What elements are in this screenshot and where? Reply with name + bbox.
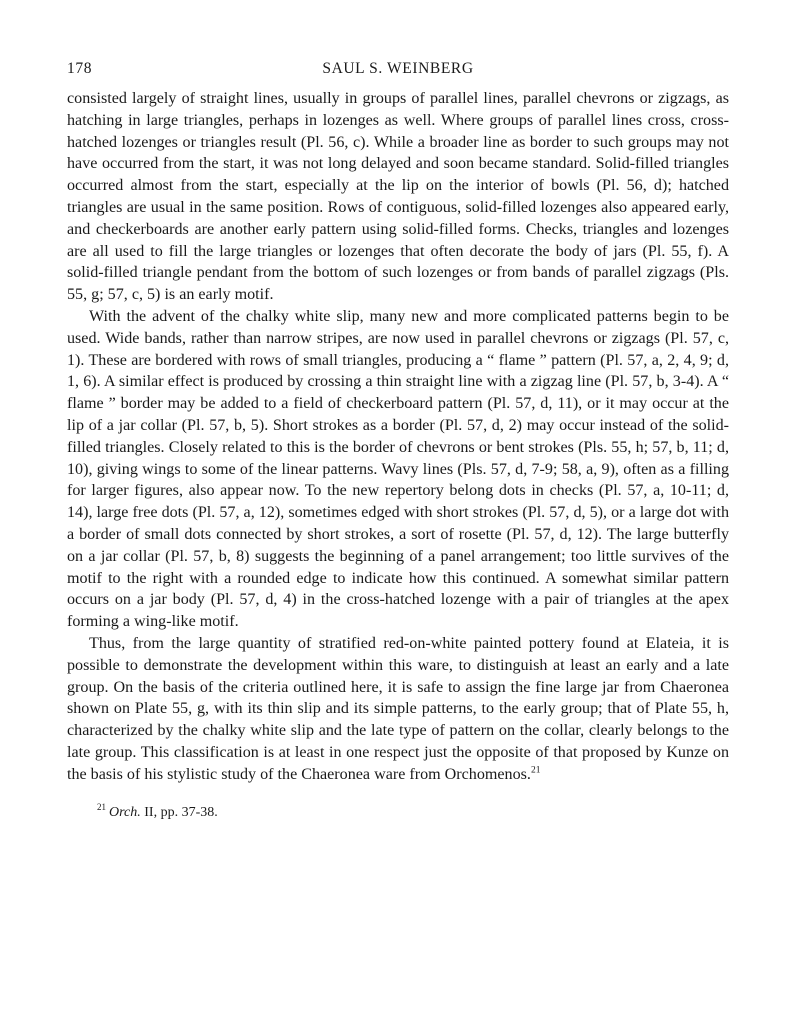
footnote-work: Orch. — [109, 804, 141, 820]
running-head — [67, 56, 729, 82]
running-title: SAUL S. WEINBERG — [322, 60, 474, 77]
paragraph-conclusion — [67, 633, 729, 786]
footnote-text: II, pp. 37-38. — [140, 804, 218, 820]
page-number: 178 — [67, 60, 93, 77]
footnote-reference: 21 — [530, 765, 541, 776]
body-text — [67, 88, 729, 786]
paragraph-conclusion-text: Thus, from the large quantity of stratified red-on-white painted pottery found at Elateia, it is possible to demonstrate the development within this ware, to distinguish at least an early and a late group. On the basis of the criteria outlined here, it is safe to assign the fine large jar from Chaeronea shown on Plate 55, g, with its thin slip and its simple patterns, to the early group; that of Plate 55, h, characterized by the chalky white slip and the late type of pattern on the collar, clearly belongs to the late group. This classification is at least in one respect just the opposite of that proposed by Kunze on the basis of his stylistic study of the Chaeronea ware from Orchomenos. — [67, 634, 729, 783]
document-page — [67, 56, 729, 822]
paragraph-continued: consisted largely of straight lines, usually in groups of parallel lines, parallel chevrons or zigzags, as hatching in large triangles, perhaps in lozenges as well. Where groups of parallel lines cross, cross-hatched lozenges or triangles result (Pl. 56, c). While a broader line as border to such groups may not have occurred from the start, it was not long delayed and soon became standard. Solid-filled triangles occurred almost from the start, especially at the lip on the interior of bowls (Pl. 56, d); hatched triangles are usual in the same position. Rows of contiguous, solid-filled lozenges also appeared early, and checkerboards are another early pattern using solid-filled forms. Checks, triangles and lozenges are all used to fill the large triangles or lozenges that often decorate the body of jars (Pl. 55, f). A solid-filled triangle pendant from the bottom of such lozenges or from bands of parallel zigzags (Pls. 55, g; 57, c, 5) is an early motif. — [67, 90, 729, 304]
paragraph-chalky-slip: With the advent of the chalky white slip, many new and more complicated patterns begin to be used. Wide bands, rather than narrow stripes, are now used in parallel chevrons or zigzags (Pl. 57, c, 1). These are bordered with rows of small triangles, producing a “ flame ” pattern (Pl. 57, a, 2, 4, 9; d, 1, 6). A similar effect is produced by crossing a thin straight line with a zigzag line (Pl. 57, b, 3-4). A “ flame ” border may be added to a field of checkerboard pattern (Pl. 57, d, 11), or it may occur at the lip of a jar collar (Pl. 57, b, 5). Short strokes as a border (Pl. 57, d, 2) may occur instead of the solid-filled triangles. Closely related to this is the border of chevrons or bent strokes (Pls. 55, h; 57, b, 11; d, 10), giving wings to some of the linear patterns. Wavy lines (Pls. 57, d, 7-9; 58, a, 9), often as a filling for larger figures, also appear now. To the new repertory belong dots in checks (Pl. 57, a, 10-11; d, 14), large free dots (Pl. 57, a, 12), sometimes edged with short strokes (Pl. 57, d, 5), or a large dot with a border of small dots connected by short strokes, a sort of rosette (Pl. 57, d, 12). The large butterfly on a jar collar (Pl. 57, b, 8) suggests the beginning of a panel arrangement; too little survives of the motif to the right with a rounded edge to indicate how this continued. A somewhat similar pattern occurs on a jar body (Pl. 57, d, 4) in the cross-hatched lozenge with a pair of triangles at the apex forming a wing-like motif. — [67, 307, 729, 631]
footnote-number: 21 — [97, 801, 106, 812]
footnote — [67, 801, 729, 822]
